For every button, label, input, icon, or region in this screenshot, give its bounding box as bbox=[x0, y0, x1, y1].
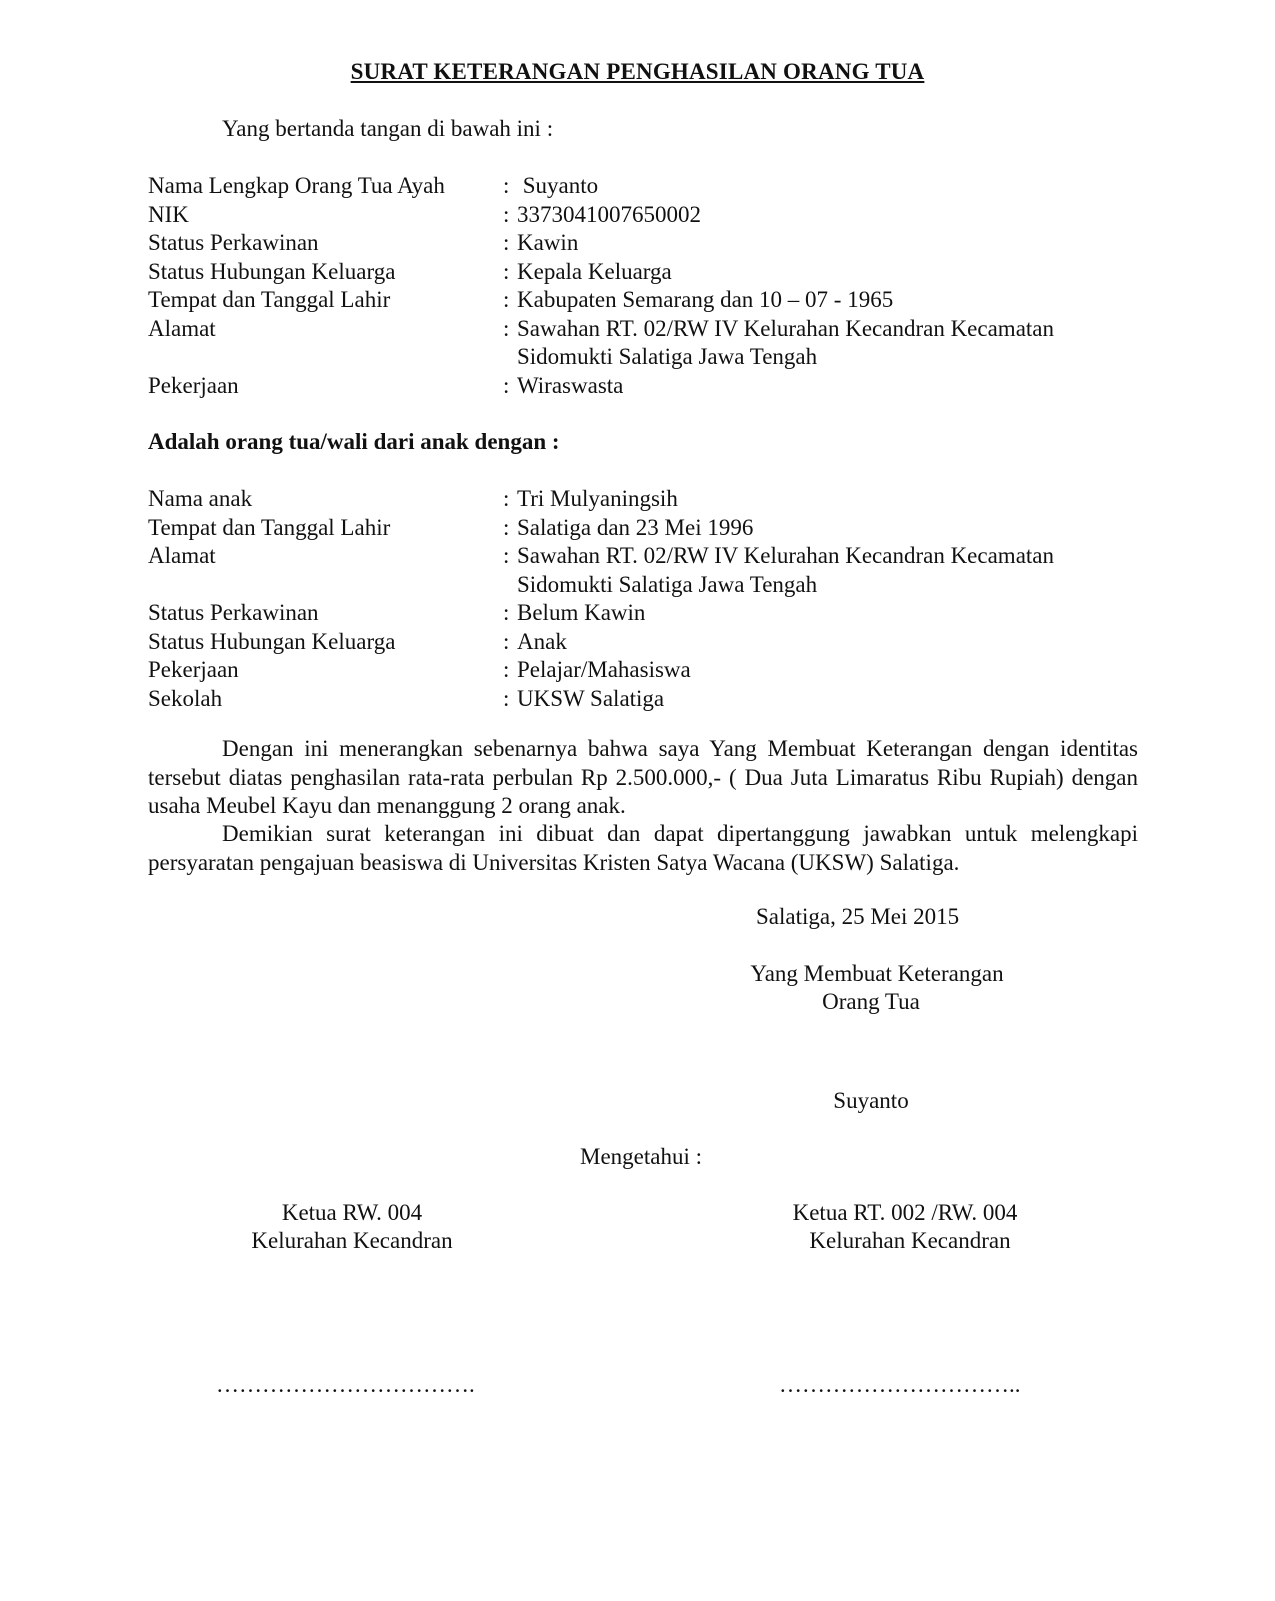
field-value: Salatiga dan 23 Mei 1996 bbox=[517, 514, 754, 540]
signer-name: Suyanto bbox=[833, 1088, 909, 1113]
field-row bbox=[148, 685, 1148, 714]
field-label: Status Hubungan Keluarga bbox=[148, 628, 396, 654]
field-colon: : bbox=[503, 514, 510, 540]
field-value: Kabupaten Semarang dan 10 – 07 - 1965 bbox=[517, 287, 894, 312]
field-colon: : bbox=[503, 287, 510, 312]
child-fields bbox=[148, 485, 1148, 713]
field-colon: : bbox=[503, 685, 510, 711]
field-colon: : bbox=[503, 258, 510, 284]
field-row bbox=[148, 542, 1148, 599]
field-colon: : bbox=[503, 315, 510, 341]
field-row bbox=[148, 485, 1148, 514]
rt-title: Ketua RT. 002 /RW. 004 bbox=[792, 1200, 1018, 1225]
field-label: Pekerjaan bbox=[148, 372, 239, 398]
field-value: Tri Mulyaningsih bbox=[517, 486, 678, 511]
field-row bbox=[148, 258, 1148, 287]
field-row bbox=[148, 372, 1148, 401]
field-label: Sekolah bbox=[148, 685, 223, 711]
field-colon: : bbox=[503, 201, 510, 227]
place-date: Salatiga, 25 Mei 2015 bbox=[756, 904, 960, 929]
field-label: Tempat dan Tanggal Lahir bbox=[148, 287, 391, 312]
field-value: Belum Kawin bbox=[517, 600, 646, 625]
field-value: 3373041007650002 bbox=[517, 201, 701, 227]
field-label: Nama Lengkap Orang Tua Ayah bbox=[148, 173, 445, 198]
field-row bbox=[148, 201, 1148, 230]
rw-kelurahan: Kelurahan Kecandran bbox=[251, 1228, 453, 1253]
field-row bbox=[148, 656, 1148, 685]
parent-fields bbox=[148, 172, 1148, 400]
field-colon: : bbox=[503, 372, 510, 398]
document-title: SURAT KETERANGAN PENGHASILAN ORANG TUA bbox=[350, 59, 925, 84]
field-colon: : bbox=[503, 173, 510, 198]
field-label: Nama anak bbox=[148, 486, 253, 511]
income-statement-paragraph: Dengan ini menerangkan sebenarnya bahwa saya Yang Membuat Keterangan dengan identitas tersebut diatas penghasilan rata-rata perbulan Rp 2.500.000,- ( Dua Juta Limaratus Ribu Rupiah) dengan usaha Meubel Kayu dan menanggung 2 orang anak. bbox=[148, 736, 1138, 818]
field-colon: : bbox=[503, 230, 510, 255]
field-label: Tempat dan Tanggal Lahir bbox=[148, 514, 391, 540]
field-colon: : bbox=[503, 600, 510, 625]
field-label: Status Perkawinan bbox=[148, 230, 319, 255]
field-row bbox=[148, 315, 1148, 372]
rt-kelurahan: Kelurahan Kecandran bbox=[809, 1228, 1011, 1253]
rt-signature-line: ………………………….. bbox=[779, 1372, 1021, 1397]
field-label: Alamat bbox=[148, 315, 216, 341]
field-colon: : bbox=[503, 486, 510, 511]
rw-signature-line: ……………………………. bbox=[216, 1372, 475, 1397]
field-row bbox=[148, 286, 1148, 315]
field-value: Wiraswasta bbox=[517, 372, 624, 398]
field-label: Status Perkawinan bbox=[148, 600, 319, 625]
field-value: UKSW Salatiga bbox=[517, 685, 665, 711]
acknowledged-label: Mengetahui : bbox=[580, 1144, 702, 1169]
field-row bbox=[148, 514, 1148, 543]
field-value: Sawahan RT. 02/RW IV Kelurahan Kecandran Kecamatan Sidomukti Salatiga Jawa Tengah bbox=[517, 543, 1060, 597]
field-value: Suyanto bbox=[517, 173, 599, 198]
signer-relation: Orang Tua bbox=[822, 989, 920, 1014]
field-colon: : bbox=[503, 628, 510, 654]
field-colon: : bbox=[503, 657, 510, 682]
field-value: Pelajar/Mahasiswa bbox=[517, 657, 691, 682]
signer-role: Yang Membuat Keterangan bbox=[750, 961, 1004, 986]
field-label: NIK bbox=[148, 201, 189, 227]
field-value: Kepala Keluarga bbox=[517, 258, 672, 284]
field-row bbox=[148, 599, 1148, 628]
field-value: Sawahan RT. 02/RW IV Kelurahan Kecandran Kecamatan Sidomukti Salatiga Jawa Tengah bbox=[517, 315, 1060, 369]
field-row bbox=[148, 172, 1148, 201]
intro-text: Yang bertanda tangan di bawah ini : bbox=[222, 116, 554, 141]
field-label: Status Hubungan Keluarga bbox=[148, 258, 396, 284]
field-value: Anak bbox=[517, 628, 567, 654]
field-row bbox=[148, 628, 1148, 657]
closing-paragraph: Demikian surat keterangan ini dibuat dan dapat dipertanggung jawabkan untuk melengkapi persyaratan pengajuan beasiswa di Universitas Kristen Satya Wacana (UKSW) Salatiga. bbox=[148, 821, 1138, 875]
field-label: Pekerjaan bbox=[148, 657, 239, 682]
rw-title: Ketua RW. 004 bbox=[281, 1200, 423, 1225]
section-heading: Adalah orang tua/wali dari anak dengan : bbox=[148, 429, 560, 454]
field-row bbox=[148, 229, 1148, 258]
field-label: Alamat bbox=[148, 543, 216, 568]
field-value: Kawin bbox=[517, 230, 579, 255]
field-colon: : bbox=[503, 543, 510, 568]
